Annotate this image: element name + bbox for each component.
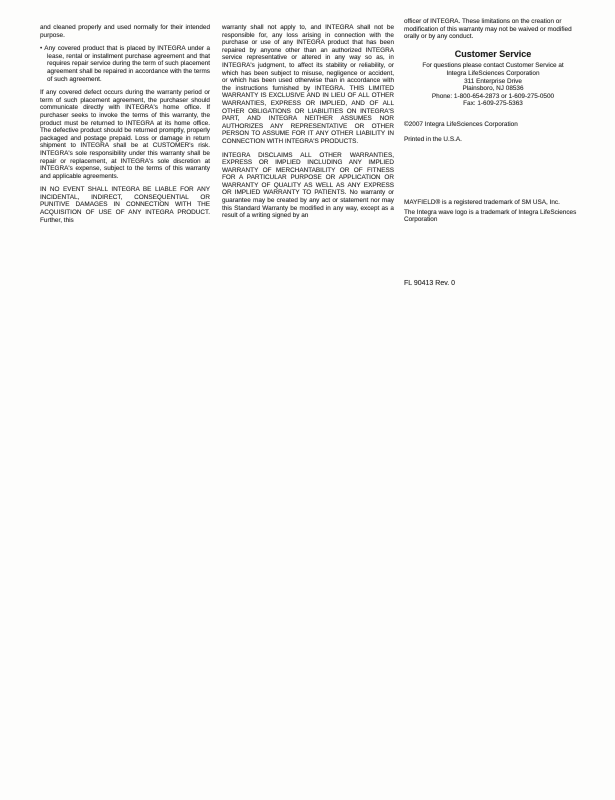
mayfield-trademark-line: MAYFIELD® is a registered trademark of SM USA, Inc. — [404, 199, 560, 207]
copyright-notice: ©2007 Integra LifeSciences Corporation — [404, 120, 518, 128]
continued-use-paragraph: and cleaned properly and used normally for their intended purpose. — [40, 24, 210, 39]
warranty-exclusion-paragraph: warranty shall not apply to, and INTEGRA shall not be responsible for, any loss arising in connection with the purchase or use of any INTEGRA product that has been repaired by anyone other than an authorized INTEGRA service representative or altered in any way so as, in INTEGRA's judgment, to affect its stability or reliability, or which has been subject to misuse, negligence or accident, or which has been used otherwise than in accordance with the instructions furnished by INTEGRA. THIS LIMITED WARRANTY IS EXCLUSIVE AND IN LIEU OF ALL OTHER WARRANTIES, EXPRESS OR IMPLIED, AND OF ALL OTHER OBLIGATIONS OR LIABILITIES ON INTEGRA'S PART, AND INTEGRA NEITHER ASSUMES NOR AUTHORIZES ANY REPRESENTATIVE OR OTHER PERSON TO ASSUME FOR IT ANY OTHER LIABILITY IN CONNECTION WITH INTEGRA'S PRODUCTS. — [222, 24, 394, 145]
trademark-notices — [404, 199, 582, 224]
address-city-line: Plainsboro, NJ 08536 — [462, 85, 524, 93]
liability-limitation-paragraph: IN NO EVENT SHALL INTEGRA BE LIABLE FOR ANY INCIDENTAL, INDIRECT, CONSEQUENTIAL OR PUNITIVE DAMAGES IN CONNECTION WITH THE ACQUISITION OF USE OF ANY INTEGRA PRODUCT. Further, this — [40, 186, 210, 224]
warranty-column-left — [40, 24, 210, 230]
address-street-line: 311 Enterprise Drive — [464, 77, 522, 85]
warranty-column-middle — [222, 24, 394, 226]
defect-return-paragraph: If any covered defect occurs during the warranty period or term of such placement agreement, the purchaser should communicate directly with INTEGRA's home office. If purchaser seeks to invoke the terms of this warranty, the product must be returned to INTEGRA at its home office. The defective product should be returned promptly, properly packaged and postage prepaid. Loss or damage in return shipment to INTEGRA shall be at CUSTOMER's risk. INTEGRA's sole responsibility under this warranty shall be repair or replacement, at INTEGRA's sole discretion at INTEGRA's expense, subject to the terms of this warranty and applicable agreements. — [40, 89, 210, 180]
company-name-line: Integra LifeSciences Corporation — [446, 69, 540, 77]
customer-service-heading: Customer Service — [454, 48, 532, 59]
contact-intro-line: For questions please contact Customer Service at — [422, 62, 564, 70]
warranty-column-right — [404, 18, 582, 288]
lease-agreement-paragraph: • Any covered product that is placed by INTEGRA under a lease, rental or installment purchase agreement and that requires repair service during the term of such placement agreement shall be repaired in accordance with the terms of such agreement. — [40, 45, 210, 83]
integra-logo-trademark-line: The Integra wave logo is a trademark of Integra LifeSciences Corporation — [404, 208, 577, 224]
phone-line: Phone: 1-800-654-2873 or 1-609-275-0500 — [431, 92, 555, 100]
fax-line: Fax: 1-609-275-5363 — [463, 100, 523, 108]
document-part-number: FL 90413 Rev. 0 — [404, 279, 455, 287]
warranty-disclaimer-paragraph: INTEGRA DISCLAIMS ALL OTHER WARRANTIES, EXPRESS OR IMPLIED INCLUDING ANY IMPLIED WARRANTY OF MERCHANTABILITY OR OF FITNESS FOR A PARTICULAR PURPOSE OR APPLICATION OR WARRANTY OF QUALITY AS WELL AS ANY EXPRESS OR IMPLIED WARRANTY TO PATIENTS. No warranty or guarantee may be created by any act or statement nor may this Standard Warranty be modified in any way, except as a result of a writing signed by an — [222, 151, 394, 220]
customer-service-contact-block — [404, 62, 582, 108]
printed-in-usa-notice: Printed in the U.S.A. — [404, 135, 462, 143]
modification-limitation-paragraph: officer of INTEGRA. These limitations on the creation or modification of this warranty may not be waived or modified orally or by any conduct. — [404, 18, 572, 41]
